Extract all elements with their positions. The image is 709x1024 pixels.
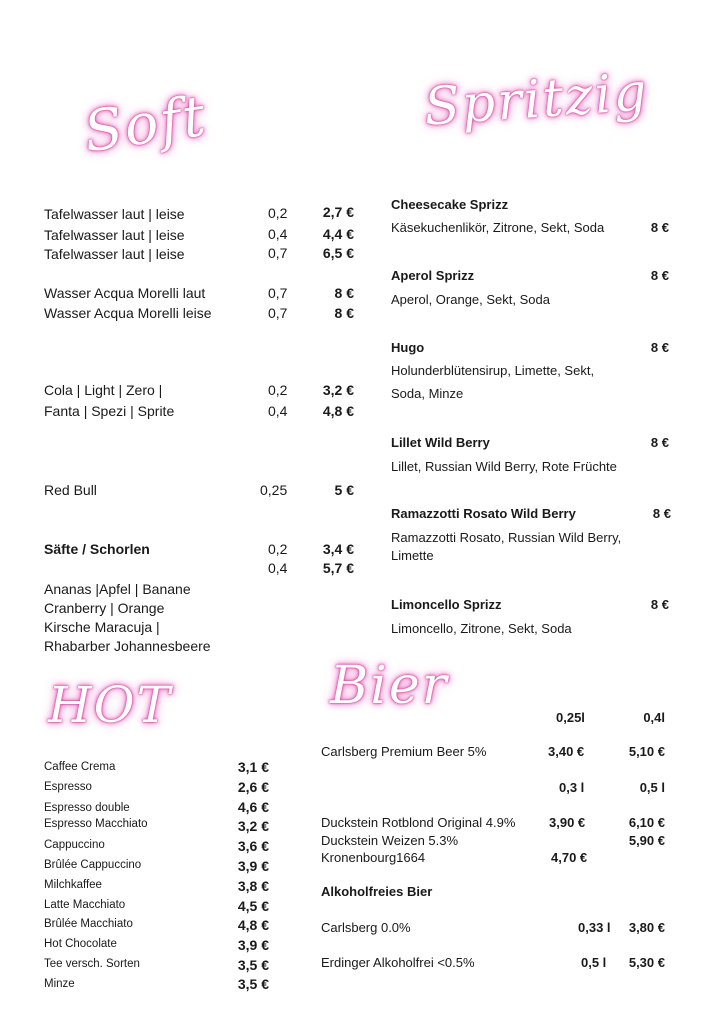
- soft-item-name: Tafelwasser laut | leise: [44, 206, 185, 222]
- bier-size-header: 0,5 l: [639, 780, 665, 795]
- soft-item-name: Tafelwasser laut | leise: [44, 246, 185, 262]
- saefte-flavors: Kirsche Maracuja |: [44, 619, 160, 635]
- bier-price: 4,70 €: [551, 850, 588, 865]
- soft-item-price: 2,7 €: [322, 204, 354, 220]
- saefte-flavors: Cranberry | Orange: [44, 600, 165, 616]
- spritz-price: 8 €: [650, 268, 669, 283]
- soft-item-name: Wasser Acqua Morelli laut: [44, 285, 206, 301]
- soft-item-name: Fanta | Spezi | Sprite: [44, 403, 175, 419]
- hot-item-name: Espresso Macchiato: [44, 818, 148, 830]
- spritz-price: 8 €: [650, 597, 669, 612]
- soft-item-size: 0,7: [268, 285, 288, 301]
- hot-item-name: Latte Macchiato: [44, 899, 126, 911]
- heading-soft: Soft: [80, 83, 212, 166]
- soft-item-price: 4,8 €: [322, 403, 354, 419]
- spritz-name: Hugo: [391, 340, 425, 355]
- soft-item-size: 0,2: [268, 382, 288, 398]
- soft-item-size: 0,7: [268, 245, 288, 261]
- hot-item-name: Brûlée Macchiato: [44, 918, 133, 930]
- bier-name: Carlsberg 0.0%: [321, 920, 411, 935]
- bier-name: Duckstein Weizen 5.3%: [321, 833, 459, 848]
- bier-price: 5,90 €: [628, 833, 665, 848]
- spritz-desc: Lillet, Russian Wild Berry, Rote Früchte: [391, 459, 617, 474]
- bier-name: Kronenbourg1664: [321, 850, 426, 865]
- soft-item-name: Tafelwasser laut | leise: [44, 227, 185, 243]
- heading-spritzig: Spritzig: [422, 62, 651, 138]
- soft-item-price: 5 €: [334, 482, 354, 498]
- spritz-desc: Käsekuchenlikör, Zitrone, Sekt, Soda: [391, 220, 605, 235]
- hot-item-name: Tee versch. Sorten: [44, 958, 140, 970]
- soft-item-price: 3,2 €: [322, 382, 354, 398]
- bier-name: Carlsberg Premium Beer 5%: [321, 744, 487, 759]
- hot-item-name: Minze: [44, 978, 75, 990]
- bier-size-header: 0,25l: [556, 710, 585, 725]
- bier-size-header: 0,4l: [643, 710, 665, 725]
- soft-item-size: 0,4: [268, 560, 288, 576]
- hot-item-name: Milchkaffee: [44, 879, 102, 891]
- soft-item-name: Red Bull: [44, 482, 97, 498]
- hot-item-price: 3,1 €: [237, 759, 269, 775]
- hot-item-price: 3,2 €: [237, 818, 269, 834]
- spritz-name: Cheesecake Sprizz: [391, 197, 509, 212]
- soft-item-price: 4,4 €: [322, 226, 354, 242]
- spritz-price: 8 €: [650, 340, 669, 355]
- hot-item-price: 3,6 €: [237, 838, 269, 854]
- soft-item-price: 8 €: [334, 285, 354, 301]
- soft-item-price: 3,4 €: [322, 541, 354, 557]
- spritz-price: 8 €: [650, 435, 669, 450]
- spritz-name: Aperol Sprizz: [391, 268, 475, 283]
- spritz-name: Ramazzotti Rosato Wild Berry: [391, 506, 576, 521]
- hot-item-name: Caffee Crema: [44, 761, 116, 773]
- hot-item-price: 3,9 €: [237, 858, 269, 874]
- spritz-desc: Holunderblütensirup, Limette, Sekt,: [391, 363, 595, 378]
- hot-item-price: 3,5 €: [237, 957, 269, 973]
- soft-item-size: 0,4: [268, 226, 288, 242]
- spritz-name: Limoncello Sprizz: [391, 597, 502, 612]
- soft-item-name: Säfte / Schorlen: [44, 541, 150, 557]
- soft-item-price: 6,5 €: [322, 245, 354, 261]
- bier-price: 3,40 €: [548, 744, 585, 759]
- hot-item-price: 2,6 €: [237, 779, 269, 795]
- soft-item-size: 0,7: [268, 305, 288, 321]
- soft-item-name: Cola | Light | Zero |: [44, 382, 163, 398]
- bier-size-header: 0,3 l: [559, 780, 585, 795]
- spritz-desc: Limette: [391, 548, 434, 563]
- alkoholfrei-title: Alkoholfreies Bier: [321, 884, 433, 899]
- bier-size: 0,33 l: [578, 920, 611, 935]
- bier-size: 0,5 l: [581, 955, 607, 970]
- hot-item-price: 4,5 €: [237, 898, 269, 914]
- hot-item-price: 4,6 €: [237, 799, 269, 815]
- hot-item-price: 3,8 €: [237, 878, 269, 894]
- spritz-desc: Aperol, Orange, Sekt, Soda: [391, 292, 550, 307]
- spritz-desc: Soda, Minze: [391, 386, 464, 401]
- bier-name: Erdinger Alkoholfrei <0.5%: [321, 955, 475, 970]
- spritz-price: 8 €: [652, 506, 671, 521]
- bier-price: 3,90 €: [549, 815, 586, 830]
- hot-item-price: 4,8 €: [237, 917, 269, 933]
- soft-item-price: 8 €: [334, 305, 354, 321]
- soft-item-price: 5,7 €: [322, 560, 354, 576]
- soft-item-size: 0,4: [268, 403, 288, 419]
- heading-bier: Bier: [330, 656, 449, 716]
- hot-item-name: Hot Chocolate: [44, 938, 117, 950]
- bier-price: 5,10 €: [628, 744, 665, 759]
- hot-item-price: 3,9 €: [237, 937, 269, 953]
- soft-item-size: 0,2: [268, 541, 288, 557]
- soft-item-size: 0,25: [260, 482, 288, 498]
- hot-item-name: Espresso double: [44, 802, 130, 814]
- bier-price: 5,30 €: [628, 955, 665, 970]
- bier-name: Duckstein Rotblond Original 4.9%: [321, 815, 516, 830]
- spritz-desc: Limoncello, Zitrone, Sekt, Soda: [391, 621, 572, 636]
- saefte-flavors: Ananas |Apfel | Banane: [44, 581, 191, 597]
- hot-item-name: Brûlée Cappuccino: [44, 859, 142, 871]
- soft-item-name: Wasser Acqua Morelli leise: [44, 305, 212, 321]
- spritz-name: Lillet Wild Berry: [391, 435, 490, 450]
- spritz-desc: Ramazzotti Rosato, Russian Wild Berry,: [391, 530, 622, 545]
- hot-item-price: 3,5 €: [237, 976, 269, 992]
- bier-price: 6,10 €: [628, 815, 665, 830]
- heading-hot: HOT: [48, 676, 172, 734]
- hot-item-name: Espresso: [44, 781, 92, 793]
- hot-item-name: Cappuccino: [44, 839, 105, 851]
- bier-price: 3,80 €: [628, 920, 665, 935]
- saefte-flavors: Rhabarber Johannesbeere: [44, 638, 211, 654]
- soft-item-size: 0,2: [268, 205, 288, 221]
- spritz-price: 8 €: [650, 220, 669, 235]
